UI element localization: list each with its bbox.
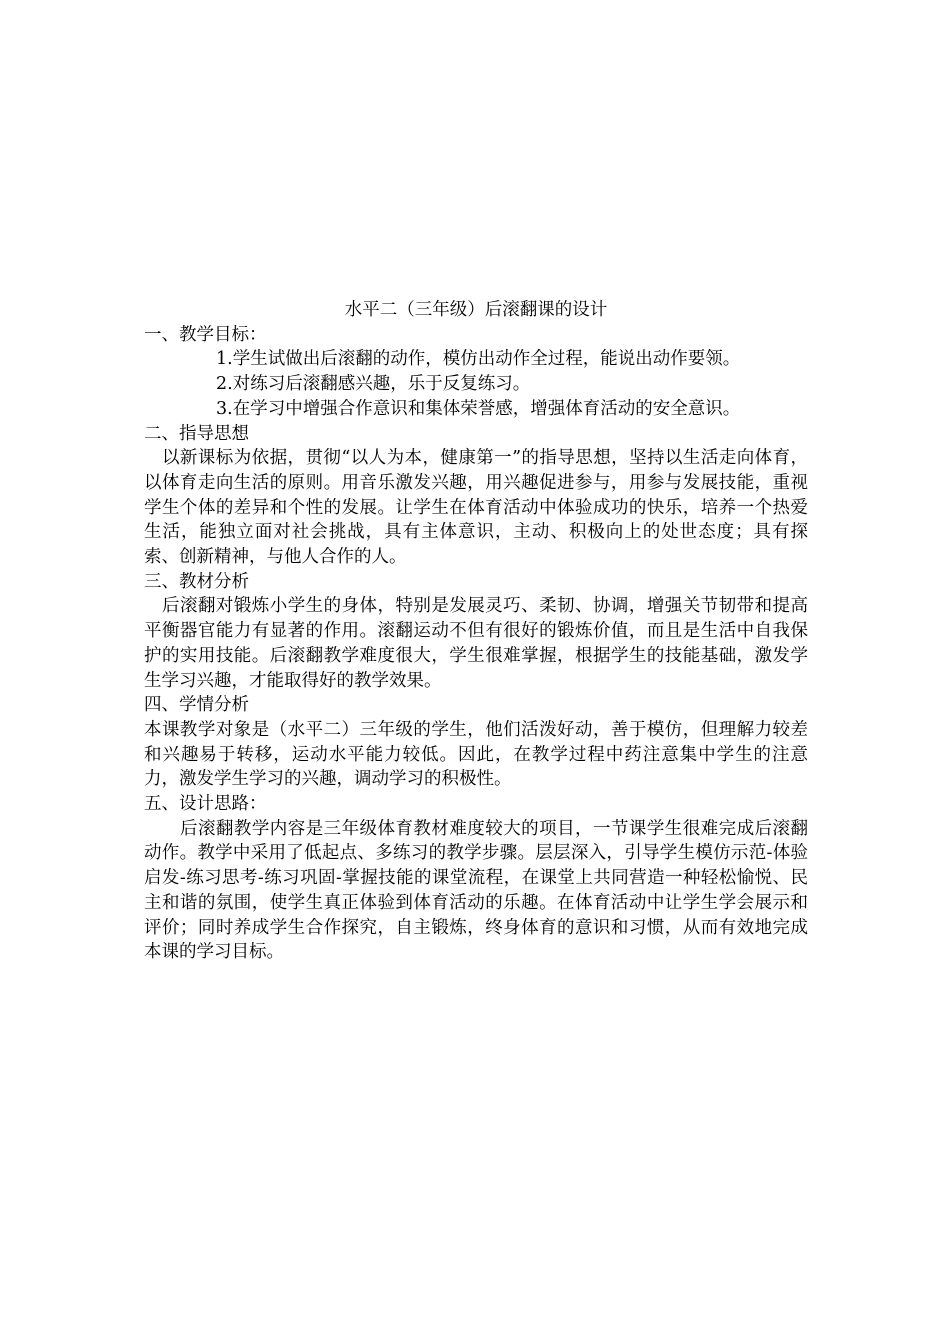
section-body-guiding-idea: 以新课标为依据，贯彻“以人为本，健康第一”的指导思想，坚持以生活走向体育，以体育走向生活的原则。用音乐激发兴趣，用兴趣促进参与，用参与发展技能，重视学生个体的差异和个性的发展。让学生在体育活动中体验成功的快乐，培养一个热爱生活，能独立面对社会挑战，具有主体意识，主动、积极向上的处世态度；具有探索、创新精神，与他人合作的人。 — [144, 448, 808, 568]
section-heading-design-idea: 五、设计思路： — [144, 794, 267, 815]
document-title: 水平二（三年级）后滚翻课的设计 — [344, 300, 608, 320]
document-body — [144, 298, 808, 965]
objective-item: 3.在学习中增强合作意识和集体荣誉感，增强体育活动的安全意识。 — [216, 398, 741, 419]
section-heading-material-analysis: 三、教材分析 — [144, 571, 249, 592]
objective-item: 1.学生试做出后滚翻的动作，模仿出动作全过程，能说出动作要领。 — [216, 349, 741, 370]
objectives-list — [144, 347, 808, 421]
section-body-material-analysis: 后滚翻对锻炼小学生的身体，特别是发展灵巧、柔韧、协调，增强关节韧带和提高平衡器官能力有显著的作用。滚翻运动不但有很好的锻炼价值，而且是生活中自我保护的实用技能。后滚翻教学难度很大，学生很难掌握，根据学生的技能基础，激发学生学习兴趣，才能取得好的教学效果。 — [144, 596, 808, 691]
section-body-student-analysis: 本课教学对象是（水平二）三年级的学生，他们活泼好动，善于模仿，但理解力较差和兴趣易于转移，运动水平能力较低。因此，在教学过程中药注意集中学生的注意力，激发学生学习的兴趣，调动学习的积极性。 — [144, 719, 808, 790]
section-body-design-idea: 后滚翻教学内容是三年级体育教材难度较大的项目，一节课学生很难完成后滚翻动作。教学中采用了低起点、多练习的教学步骤。层层深入，引导学生模仿示范-体验启发-练习思考-练习巩固-掌握技能的课堂流程，在课堂上共同营造一种轻松愉悦、民主和谐的氛围，使学生真正体验到体育活动的乐趣。在体育活动中让学生学会展示和评价；同时养成学生合作探究，自主锻炼，终身体育的意识和习惯，从而有效地完成本课的学习目标。 — [144, 818, 808, 963]
section-heading-guiding-idea: 二、指导思想 — [144, 423, 249, 444]
objective-item: 2.对练习后滚翻感兴趣，乐于反复练习。 — [216, 374, 531, 395]
section-heading-objectives: 一、教学目标： — [144, 324, 267, 345]
section-heading-student-analysis: 四、学情分析 — [144, 695, 249, 716]
